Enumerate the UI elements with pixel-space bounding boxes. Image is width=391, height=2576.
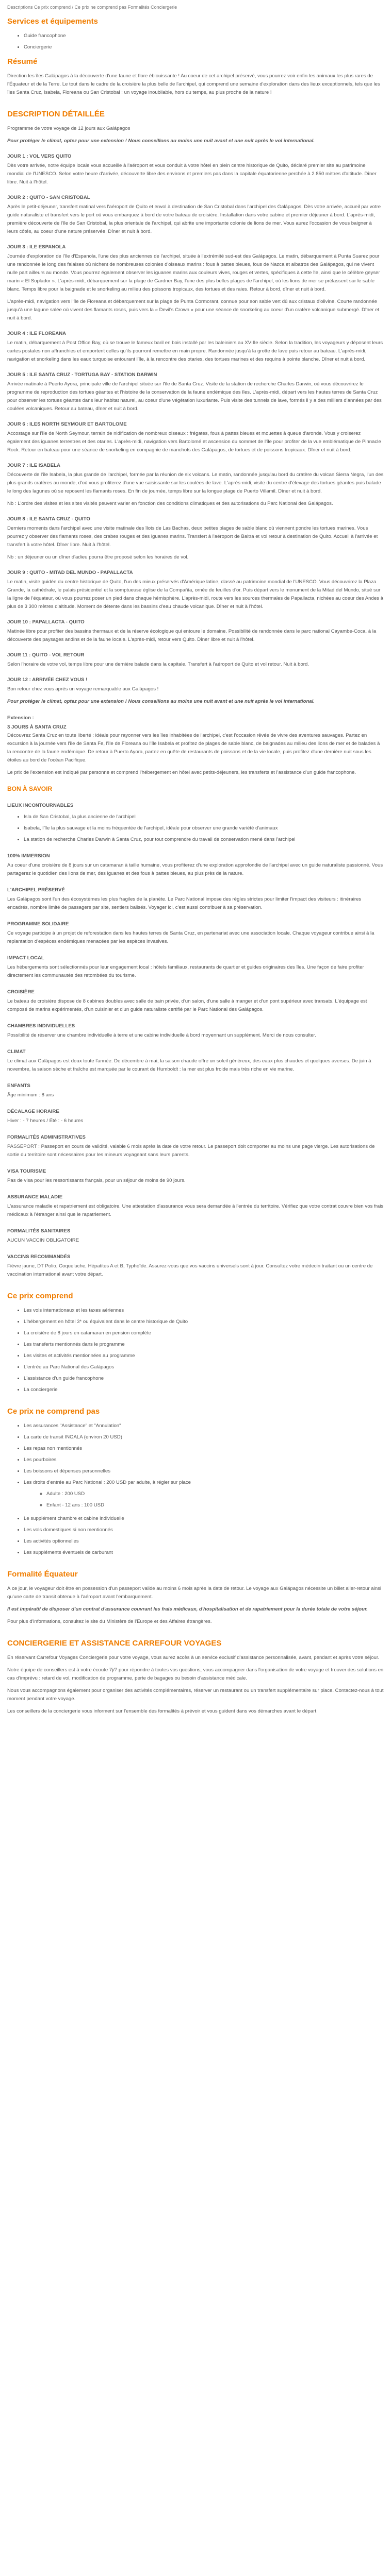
info-label: L'ARCHIPEL PRÉSERVÉ	[7, 887, 65, 893]
day-title: JOUR 11 : QUITO - VOL RETOUR	[7, 652, 85, 658]
info-text: Ce voyage participe à un projet de reforestation dans les hautes terres de Santa Cruz, en partenariat avec une association locale. Chaque voyageur contribue ainsi à la replantation d'espèces endémiques menacées par les espèces invasives.	[7, 930, 374, 944]
info-text: PASSEPORT : Passeport en cours de validité, valable 6 mois après la date de votre retour. Le passeport doit comporter au moins une page vierge. Les autorisations de sortie du territoire sont nécessaires pour les mineurs voyageant sans leurs parents.	[7, 1144, 375, 1158]
day-text: Découverte de l'île Isabela, la plus grande de l'archipel, formée par la réunion de six volcans. Le matin, randonnée jusqu'au bord du cratère du volcan Sierra Negra, l'un des plus grands cratères au monde, d'où vous profiterez d'une vue saisissante sur les coulées de lave. L'après-midi, visite du centre d'élevage des tortues géantes puis balade le long des lagunes où se reposent les flamants roses. En fin de journée, temps libre sur la longue plage de Puerto Villamil. Dîner et nuit à bord.	[7, 472, 384, 494]
formalites-text: À ce jour, le voyageur doit être en possession d'un passeport valide au moins 6 mois après la date de retour. Le voyage aux Galápagos nécessite un billet aller-retour ainsi qu'une carte de transit obtenue à l'aéroport avant l'embarquement.	[7, 1586, 381, 1600]
list-item: • Les vols domestiques si non mentionnés	[24, 1526, 384, 1534]
list-item: ◦ Enfant - 12 ans : 100 USD	[46, 1501, 384, 1510]
info-text: Hiver : - 7 heures / Été : - 6 heures	[7, 1118, 84, 1124]
description-note: Pour protéger le climat, optez pour une extension ! Nous conseillons au moins une nuit avant et une nuit après le vol international.	[7, 138, 315, 144]
info-text: Les hébergements sont sélectionnés pour leur engagement local : hôtels familiaux, restaurants de quartier et guides originaires des îles. Une façon de faire profiter directement les communautés des retombées du tourisme.	[7, 964, 364, 978]
day-title: JOUR 7 : ILE ISABELA	[7, 463, 60, 468]
breadcrumb[interactable]: Descriptions Ce prix comprend / Ce prix ne comprend pas Formalités Conciergerie	[7, 5, 177, 10]
day-title: JOUR 6 : ILES NORTH SEYMOUR ET BARTOLOME	[7, 421, 127, 427]
day-text: Matinée libre pour profiter des bassins thermaux et de la réserve écologique qui entoure le domaine. Possibilité de randonnée dans le parc national Cayambe-Coca, à la découverte des paysages andins et de la faune locale. L'après-midi, retour vers Quito. Dîner libre et nuit à l'hôtel.	[7, 629, 377, 642]
info-label: FORMALITÉS SANITAIRES	[7, 1228, 71, 1234]
day-text: Arrivée matinale à Puerto Ayora, principale ville de l'archipel située sur l'île de Santa Cruz. Visite de la station de recherche Charles Darwin, où vous découvrirez le programme de reproduction des tortues géantes et l'histoire de la conservation de la faune endémique des îles. L'après-midi, départ vers les hautes terres de Santa Cruz pour observer les tortues géantes dans leur habitat naturel, au coeur d'une végétation luxuriante. Puis visite des tunnels de lave, formés il y a des milliers d'années par des coulées volcaniques. Retour au bateau, dîner et nuit à bord.	[7, 381, 382, 412]
info-label: VISA TOURISME	[7, 1168, 46, 1174]
day-text: Dès votre arrivée, notre équipe locale vous accueille à l'aéroport et vous conduit à votre hôtel en plein centre historique de Quito, déclaré premier site au patrimoine mondial de l'UNESCO. Selon votre heure d'arrivée, découverte libre des environs et premiers pas dans la capitale équatorienne perchée à 2 850 mètres d'altitude. Dîner libre. Nuit à l'hôtel.	[7, 163, 377, 185]
description-note-2: Pour protéger le climat, optez pour une extension ! Nous conseillons au moins une nuit avant et une nuit après le vol international.	[7, 699, 315, 704]
list-item: • Les activités optionnelles	[24, 1537, 384, 1546]
day-title: JOUR 1 : VOL VERS QUITO	[7, 154, 72, 159]
info-text: L'assurance maladie et rapatriement est obligatoire. Une attestation d'assurance vous sera demandée à l'entrée du territoire. Vérifiez que votre contrat couvre bien vos frais médicaux à l'étranger ainsi que le rapatriement.	[7, 1204, 384, 1217]
list-item: • Les transferts mentionnés dans le programme	[24, 1341, 384, 1349]
extension-text: Découvrez Santa Cruz en toute liberté : idéale pour rayonner vers les îles inhabitées de l'archipel, c'est l'occasion rêvée de vivre des aventures sauvages. Partez en excursion à la journée vers l'île de Santa Fe, l'île de Floreana ou l'île Isabela et profitez de plages de sable blanc, de baignades au milieu des lions de mer et de balades à la rencontre de la faune endémique. De retour à Puerto Ayora, partez en quête de restaurants de poissons et de la vie locale, puis profitez d'une dernière nuit sous les étoiles au bord de l'océan Pacifique.	[7, 733, 380, 763]
list-item: • Les droits d'entrée au Parc National : 200 USD par adulte, à régler sur place	[24, 1479, 384, 1487]
info-text: Âge minimum : 8 ans	[7, 1092, 54, 1098]
list-item: • L'assistance d'un guide francophone	[24, 1375, 384, 1383]
list-item: • Isabela, l'île la plus sauvage et la moins fréquentée de l'archipel, idéale pour observer une grande variété d'animaux	[24, 824, 384, 833]
list-item: • Les boissons et dépenses personnelles	[24, 1467, 384, 1476]
formalites-title: Formalité Équateur	[7, 1570, 78, 1579]
info-label: CHAMBRES INDIVIDUELLES	[7, 1023, 75, 1029]
day-text: Nb : un déjeuner ou un dîner d'adieu pourra être proposé selon les horaires de vol.	[7, 554, 189, 560]
day-title: JOUR 5 : ILE SANTA CRUZ - TORTUGA BAY - STATION DARWIN	[7, 372, 157, 378]
info-label: VACCINS RECOMMANDÉS	[7, 1254, 71, 1260]
list-item: • La carte de transit INGALA (environ 20 USD)	[24, 1433, 384, 1442]
info-text: Les Galápagos sont l'un des écosystèmes les plus fragiles de la planète. Le Parc National impose des règles strictes pour limiter l'impact des visiteurs : itinéraires encadrés, nombre limité de passagers par site, sentiers balisés. Voyager ici, c'est aussi contribuer à sa préservation.	[7, 896, 362, 910]
day-title: JOUR 12 : ARRIVÉE CHEZ VOUS !	[7, 677, 88, 683]
list-item: • L'entrée au Parc National des Galápagos	[24, 1363, 384, 1371]
day-text: Accostage sur l'île de North Seymour, terrain de nidification de nombreux oiseaux : frégates, fous à pattes bleues et mouettes à queue d'aronde. Vous y croiserez également des iguanes terrestres et des otaries. L'après-midi, navigation vers Bartolomé et ascension du sommet de l'île pour profiter de la vue emblématique de Pinnacle Rock. Retour en bateau pour une séance de snorkeling en compagnie de manchots des Galápagos, de tortues et de poissons tropicaux. Dîner et nuit à bord.	[7, 431, 381, 453]
conciergerie-paragraph: Notre équipe de conseillers est à votre écoute 7j/7 pour répondre à toutes vos questions, vous accompagner dans l'organisation de votre voyage et trouver des solutions en cas d'imprévu : retard de vol, modification de programme, perte de bagages ou besoin d'assistance médicale.	[7, 1667, 384, 1681]
list-item: • Les pourboires	[24, 1456, 384, 1464]
description-intro: Programme de votre voyage de 12 jours aux Galápagos	[7, 126, 131, 131]
services-title: Services et équipements	[7, 17, 98, 26]
day-text: Journée d'exploration de l'île d'Espanola, l'une des plus anciennes de l'archipel, située à l'extrémité sud-est des Galápagos. Le matin, débarquement à Punta Suarez pour une randonnée le long des falaises où nichent de nombreuses colonies d'oiseaux marins : fous à pattes bleues, fous de Nazca et albatros des Galápagos, qui ne vivent nulle part ailleurs au monde. Vous pourrez également observer les iguanes marins aux couleurs vives, rouges et vertes, spécifiques à cette île, ainsi que le célèbre geyser marin « El Soplador ». L'après-midi, débarquement sur la plage de Gardner Bay, l'une des plus belles plages de l'archipel, où les lions de mer se prélassent sur le sable blanc. Temps libre pour la baignade et le snorkeling au milieu des poissons tropicaux, des tortues et des raies. Retour à bord, dîner et nuit à bord.	[7, 253, 380, 292]
day-text: Bon retour chez vous après un voyage remarquable aux Galápagos !	[7, 686, 159, 692]
extension-label: Extension :	[7, 715, 34, 721]
formalites-extra[interactable]: Pour plus d'informations, consultez le site du Ministère de l'Europe et des Affaires étrangères.	[7, 1619, 212, 1624]
extension-title: 3 JOURS À SANTA CRUZ	[7, 724, 67, 730]
extension-price: Le prix de l'extension est indiqué par personne et comprend l'hébergement en hôtel avec petits-déjeuners, les transferts et l'assistance d'un guide francophone.	[7, 770, 356, 775]
info-label: ENFANTS	[7, 1083, 30, 1089]
list-item: • La station de recherche Charles Darwin à Santa Cruz, pour tout comprendre du travail de conservation mené dans l'archipel	[24, 836, 384, 844]
day-title: JOUR 9 : QUITO - MITAD DEL MUNDO - PAPALLACTA	[7, 570, 133, 575]
infos-label: LIEUX INCONTOURNABLES	[7, 803, 74, 808]
info-text: Le climat aux Galápagos est doux toute l'année. De décembre à mai, la saison chaude offre un soleil généreux, des eaux plus chaudes et quelques averses. De juin à novembre, la saison sèche et fraîche est marquée par le courant de Humboldt : la mer est plus froide mais très riche en vie marine.	[7, 1058, 371, 1072]
conciergerie-paragraph: Les conseillers de la conciergerie vous informent sur l'ensemble des formalités à prévoir et vous guident dans vos démarches avant le départ.	[7, 1708, 318, 1714]
price-includes-title: Ce prix comprend	[7, 1292, 73, 1300]
day-text: L'après-midi, navigation vers l'île de Floreana et débarquement sur la plage de Punta Cormorant, connue pour son sable vert dû aux cristaux d'olivine. Courte randonnée jusqu'à une lagune salée où vivent des flamants roses, puis vers la « Devil's Crown » pour une séance de snorkeling au coeur d'un cratère volcanique submergé. Dîner et nuit à bord.	[7, 299, 380, 321]
infos-list	[7, 813, 384, 844]
list-item: • Conciergerie	[24, 43, 384, 52]
info-label: 100% IMMERSION	[7, 853, 50, 859]
info-label: CLIMAT	[7, 1049, 26, 1055]
info-text: Fièvre jaune, DT Polio, Coqueluche, Hépatites A et B, Typhoïde. Assurez-vous que vos vaccins universels sont à jour. Consultez votre médecin traitant ou un centre de vaccination international avant votre départ.	[7, 1263, 373, 1277]
conciergerie-text	[7, 1654, 384, 1716]
price-includes-list	[7, 1307, 384, 1394]
practical-info	[7, 852, 384, 1279]
list-item: ◦ Adulte : 200 USD	[46, 1490, 384, 1498]
list-item: • Les repas non mentionnés	[24, 1445, 384, 1453]
info-label: CROISIÈRE	[7, 989, 35, 995]
info-text: Pas de visa pour les ressortissants français, pour un séjour de moins de 90 jours.	[7, 1178, 186, 1183]
info-text: Au coeur d'une croisière de 8 jours sur un catamaran à taille humaine, vous profiterez d'une exploration approfondie de l'archipel avec un guide naturaliste passionné. Vous partagerez le quotidien des lions de mer, des iguanes et des fous à pattes bleues, au plus près de la nature.	[7, 862, 383, 876]
day-title: JOUR 4 : ILE FLOREANA	[7, 331, 67, 336]
conciergerie-title: CONCIERGERIE ET ASSISTANCE CARREFOUR VOYAGES	[7, 1639, 222, 1648]
conciergerie-paragraph: En réservant Carrefour Voyages Conciergerie pour votre voyage, vous aurez accès à un service exclusif d'assistance personnalisée, avant, pendant et après votre séjour.	[7, 1655, 380, 1660]
list-item: • Le supplément chambre et cabine individuelle	[24, 1515, 384, 1523]
resume-text: Direction les îles Galápagos à la découverte d'une faune et flore éblouissante ! Au coeur de cet archipel préservé, vous pourrez voir enfin les animaux les plus rares de l'Équateur et de la Terre. Le tout dans le cadre de la croisière la plus belle de l'archipel, qui comprend une semaine d'exploration dans des lieux exceptionnels, tels que les îles Santa Cruz, Isabela, Floreana ou San Cristobal : un voyage inoubliable, hors du temps, au plus proche de la nature !	[7, 73, 380, 95]
list-item: • Isla de San Cristobal, la plus ancienne de l'archipel	[24, 813, 384, 821]
day-title: JOUR 2 : QUITO - SAN CRISTOBAL	[7, 195, 90, 200]
day-text: Nb : L'ordre des visites et les sites visités peuvent varier en fonction des conditions climatiques et des autorisations du Parc National des Galápagos.	[7, 501, 333, 506]
list-item: • Les vols internationaux et les taxes aériennes	[24, 1307, 384, 1315]
list-item: • Guide francophone	[24, 32, 384, 40]
info-label: DÉCALAGE HORAIRE	[7, 1109, 59, 1114]
description-title: DESCRIPTION DÉTAILLÉE	[7, 110, 105, 118]
list-item: • Les assurances "Assistance" et "Annulation"	[24, 1422, 384, 1430]
days-list	[7, 152, 384, 693]
price-excludes-title: Ce prix ne comprend pas	[7, 1407, 100, 1416]
day-text: Le matin, débarquement à Post Office Bay, où se trouve le fameux baril en bois installé par les baleiniers au XVIIIe siècle. Selon la tradition, les voyageurs y déposent leurs cartes postales non affranchies et emportent celles qu'ils pourront remettre en main propre. Randonnée jusqu'à la grotte de lave puis retour au bateau. L'après-midi, navigation et snorkeling dans les eaux turquoise entourant l'île, à la rencontre des otaries, des tortues marines et des requins à pointe blanche. Dîner et nuit à bord.	[7, 340, 383, 362]
list-item: • La croisière de 8 jours en catamaran en pension complète	[24, 1329, 384, 1337]
price-excludes-list	[7, 1422, 384, 1557]
list-item: • La conciergerie	[24, 1386, 384, 1394]
day-text: Derniers moments dans l'archipel avec une visite matinale des îlots de Las Bachas, deux petites plages de sable blanc où viennent pondre les tortues marines. Vous pourrez y observer des flamants roses, des crabes rouges et des iguanes marins. Transfert à l'aéroport de Baltra et vol retour à destination de Quito. Accueil à l'arrivée et transfert à votre hôtel. Dîner libre. Nuit à l'hôtel.	[7, 526, 378, 548]
info-label: IMPACT LOCAL	[7, 955, 44, 961]
info-label: PROGRAMME SOLIDAIRE	[7, 921, 69, 927]
day-title: JOUR 10 : PAPALLACTA - QUITO	[7, 619, 85, 625]
day-text: Selon l'horaire de votre vol, temps libre pour une dernière balade dans la capitale. Transfert à l'aéroport de Quito et vol retour. Nuit à bord.	[7, 662, 309, 667]
formalites-note: Il est impératif de disposer d'un contrat d'assurance couvrant les frais médicaux, d'hospitalisation et de rapatriement pour la durée totale de votre séjour.	[7, 1606, 368, 1612]
day-text: Après le petit-déjeuner, transfert matinal vers l'aéroport de Quito et envol à destination de San Cristobal dans l'archipel des Galápagos. Dès votre arrivée, accueil par votre guide naturaliste et transfert vers le port où vous embarquez à bord de votre bateau de croisière. Installation dans votre cabine et premier déjeuner à bord. L'après-midi, première découverte de l'île de San Cristobal, la plus orientale de l'archipel, qui abrite une importante colonie de lions de mer. Vous aurez l'occasion de vous baigner à leurs côtés, au coeur d'une nature préservée. Dîner et nuit à bord.	[7, 204, 381, 234]
info-text: AUCUN VACCIN OBLIGATOIRE	[7, 1238, 79, 1243]
services-list	[7, 32, 384, 52]
day-title: JOUR 8 : ILE SANTA CRUZ - QUITO	[7, 516, 90, 522]
resume-title: Résumé	[7, 57, 38, 66]
list-item: • Les visites et activités mentionnées au programme	[24, 1352, 384, 1360]
list-item: • Les suppléments éventuels de carburant	[24, 1549, 384, 1557]
day-title: JOUR 3 : ILE ESPANOLA	[7, 244, 66, 250]
day-text: Le matin, visite guidée du centre historique de Quito, l'un des mieux préservés d'Amérique latine, classé au patrimoine mondial de l'UNESCO. Vous découvrirez la Plaza Grande, la cathédrale, le palais présidentiel et la somptueuse église de la Compañía, ornée de feuilles d'or. Puis départ vers le monument de la Mitad del Mundo, situé sur la ligne de l'équateur, où vous pourrez poser un pied dans chaque hémisphère. L'après-midi, route vers les sources thermales de Papallacta, nichées au coeur des Andes à plus de 3 300 mètres d'altitude. Moment de détente dans les bassins d'eau chaude volcanique. Dîner et nuit à l'hôtel.	[7, 579, 383, 609]
infos-title: BON À SAVOIR	[7, 785, 53, 792]
info-label: FORMALITÉS ADMINISTRATIVES	[7, 1134, 86, 1140]
conciergerie-paragraph: Nous vous accompagnons également pour organiser des activités complémentaires, réserver un restaurant ou un transfert supplémentaire sur place. Contactez-nous à tout moment pendant votre voyage.	[7, 1688, 384, 1702]
info-text: Possibilité de réserver une chambre individuelle à terre et une cabine individuelle à bord moyennant un supplément. Merci de nous consulter.	[7, 1032, 316, 1038]
info-text: Le bateau de croisière dispose de 8 cabines doubles avec salle de bain privée, d'un salon, d'une salle à manger et d'un pont supérieur avec transats. L'équipage est composé de marins expérimentés, d'un cuisinier et d'un guide naturaliste certifié par le Parc National des Galápagos.	[7, 998, 367, 1012]
info-label: ASSURANCE MALADIE	[7, 1194, 63, 1200]
sub-list	[24, 1490, 384, 1510]
list-item: • L'hébergement en hôtel 3* ou équivalent dans le centre historique de Quito	[24, 1318, 384, 1326]
